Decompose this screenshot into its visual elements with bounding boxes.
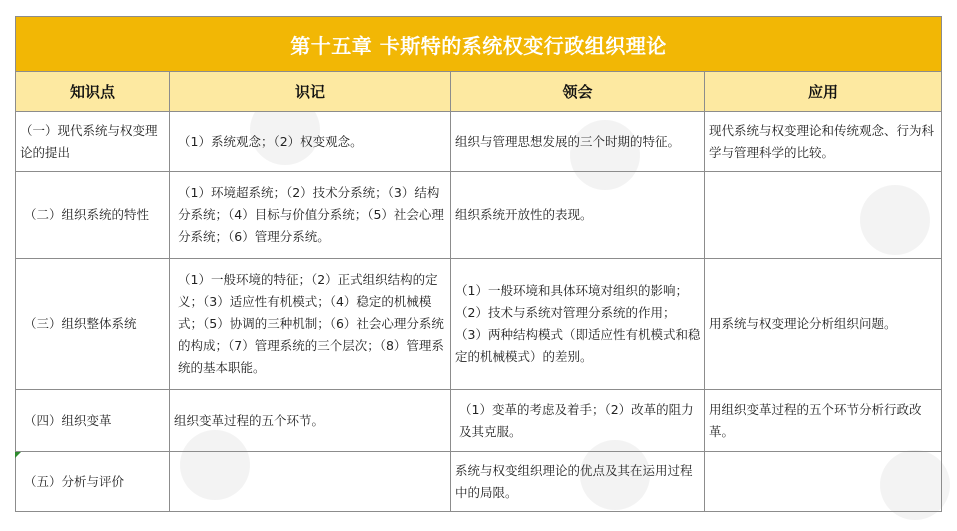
cell-topic: （四）组织变革: [16, 390, 170, 452]
cell-remember: 组织变革过程的五个环节。: [170, 390, 451, 452]
cell-remember: （1）一般环境的特征；（2）正式组织结构的定义；（3）适应性有机模式；（4）稳定的机械模式；（5）协调的三种机制；（6）社会心理分系统的构成；（7）管理系统的三个层次；（8）管理系统的基本职能。: [170, 259, 451, 390]
cell-understand: （1）变革的考虑及着手；（2）改革的阻力及其克服。: [451, 390, 705, 452]
cell-topic: （三）组织整体系统: [16, 259, 170, 390]
cell-topic: （五）分析与评价: [16, 452, 170, 512]
cell-remember: （1）环境超系统；（2）技术分系统；（3）结构分系统；（4）目标与价值分系统；（5）社会心理分系统；（6）管理分系统。: [170, 172, 451, 259]
table-row: [16, 259, 942, 390]
cell-corner-marker: [15, 452, 21, 458]
cell-apply: 用系统与权变理论分析组织问题。: [705, 259, 942, 390]
syllabus-table: [15, 16, 942, 512]
table-title: 第十五章 卡斯特的系统权变行政组织理论: [16, 17, 942, 72]
cell-remember: [170, 452, 451, 512]
cell-understand: （1）一般环境和具体环境对组织的影响； （2）技术与系统对管理分系统的作用； （3）两种结构模式（即适应性有机模式和稳定的机械模式）的差别。: [451, 259, 705, 390]
cell-understand: 系统与权变组织理论的优点及其在运用过程中的局限。: [451, 452, 705, 512]
cell-topic: （一）现代系统与权变理论的提出: [16, 112, 170, 172]
header-topic: 知识点: [16, 72, 170, 112]
table-row: [16, 452, 942, 512]
cell-understand: 组织系统开放性的表现。: [451, 172, 705, 259]
header-apply: 应用: [705, 72, 942, 112]
cell-remember: （1）系统观念；（2）权变观念。: [170, 112, 451, 172]
cell-apply: [705, 172, 942, 259]
table-row: [16, 172, 942, 259]
table-row: [16, 112, 942, 172]
cell-understand: 组织与管理思想发展的三个时期的特征。: [451, 112, 705, 172]
cell-topic: （二）组织系统的特性: [16, 172, 170, 259]
table-row: [16, 390, 942, 452]
cell-apply: [705, 452, 942, 512]
header-remember: 识记: [170, 72, 451, 112]
cell-apply: 现代系统与权变理论和传统观念、行为科学与管理科学的比较。: [705, 112, 942, 172]
header-understand: 领会: [451, 72, 705, 112]
cell-apply: 用组织变革过程的五个环节分析行政改革。: [705, 390, 942, 452]
